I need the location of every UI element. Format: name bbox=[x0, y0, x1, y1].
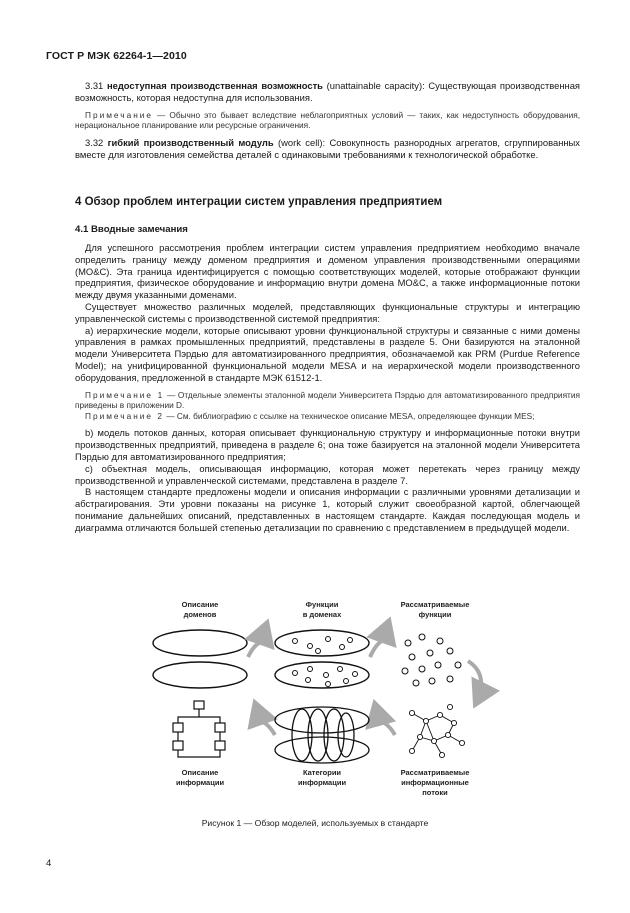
label-categories-line1: Категории bbox=[302, 768, 342, 777]
domains-ellipses bbox=[153, 630, 247, 688]
note-label: Примечание 2 bbox=[85, 410, 164, 421]
paragraph: с) объектная модель, описывающая информацию, которая может перетекать через границу между производственной и управленческой системами, представлена в разделе 7. bbox=[75, 462, 580, 486]
note-label: Примечание 1 bbox=[85, 389, 165, 400]
definition-term: недоступная производственная возможность bbox=[106, 80, 323, 91]
note-3-31 bbox=[75, 110, 580, 131]
considered-functions-circles bbox=[402, 634, 461, 686]
label-functions-line1: Функции bbox=[305, 600, 339, 609]
definitions-block bbox=[75, 80, 580, 160]
functions-ellipses bbox=[275, 630, 369, 688]
definition-term: гибкий производственный модуль bbox=[107, 136, 274, 148]
definition-number: 3.31 bbox=[85, 80, 107, 91]
label-flows-line1: Рассматриваемые bbox=[400, 768, 470, 777]
label-considered-line1: Рассматриваемые bbox=[400, 600, 470, 609]
section-heading: 4 Обзор проблем интеграции систем управления предприятием bbox=[75, 196, 443, 208]
label-categories-line2: информации bbox=[297, 778, 347, 787]
definition-number: 3.32 bbox=[85, 136, 108, 148]
figure-caption: Рисунок 1 — Обзор моделей, используемых в стандарте bbox=[201, 818, 429, 828]
label-domains-line1: Описание bbox=[181, 600, 219, 609]
page-number: 4 bbox=[46, 858, 52, 869]
definition-text: (unattainable capacity): Существующая производственная возможность, которая недоступна для использования. bbox=[75, 80, 580, 103]
note-2 bbox=[75, 411, 580, 422]
label-considered-line2: функции bbox=[418, 610, 452, 619]
subsection-heading: 4.1 Вводные замечания bbox=[75, 224, 188, 235]
note-text: — Обычно это бывает вследствие неблагоприятных условий — таких, как недоступность оборудования, нерациональное планирование или ресурсные ограничения. bbox=[75, 109, 580, 131]
label-domains-line2: доменов bbox=[183, 610, 217, 619]
note-label: Примечание bbox=[85, 109, 154, 120]
label-info-desc-line1: Описание bbox=[181, 768, 219, 777]
paragraph: Существует множество различных моделей, представляющих функциональные структуры и интеграцию управленческой системы с производственной системой предприятия: bbox=[75, 300, 580, 324]
paragraph: Для успешного рассмотрения проблем интеграции систем управления предприятием необходимо вначале определить границу между доменом предприятия и доменом управления производственными операциями (МО&С). Эта граница идентифицируется с помощью соответствующих моделей, которые отображают функции предприятия, физическое оборудование и информацию внутри домена МО&С, а также информационные потоки между двумя указанными доменами. bbox=[75, 242, 580, 301]
label-info-desc-line2: информации bbox=[175, 778, 225, 787]
label-flows-line3: потоки bbox=[422, 788, 448, 797]
note-1 bbox=[75, 390, 580, 411]
label-flows-line2: информационные bbox=[401, 778, 469, 787]
paragraph: а) иерархические модели, которые описывают уровни функциональной структуры и связанные с ними домены управления в рамках промышленных предприятий, представлены в разделе 5. Они базируются на эталонной модели Университета Пэрдью для автоматизированного предприятия, обозначаемой как PRM (Purdue Reference Model); на унифицированной функциональной модели MESA и на иерархической модели производственного оборудования, предложенной в стандарте МЭК 61512-1. bbox=[75, 324, 580, 383]
definition-3-32 bbox=[75, 137, 580, 161]
information-categories-ellipses bbox=[275, 707, 369, 763]
note-text: — Отдельные элементы эталонной модели Университета Пэрдью для автоматизированного предприятия приведены в приложении D. bbox=[75, 389, 580, 411]
information-flows-network bbox=[409, 704, 464, 757]
paragraph: b) модель потоков данных, которая описывает функциональную структуру и информационные потоки внутри производственных предприятий, приведена в разделе 6; она тоже базируется на эталонной модели Университета Пэрдью для автоматизированного предприятия; bbox=[75, 427, 580, 462]
document-header: ГОСТ Р МЭК 62264-1—2010 bbox=[46, 50, 187, 62]
paragraph: В настоящем стандарте предложены модели и описания информации с различными уровнями детализации и абстрагирования. Эти уровни показаны на рисунке 1, который служит своеобразной картой, облегчающей понимание дальнейших описаний, представленных в настоящем стандарте. Каждая последующая модель и диаграмма отличаются большей степенью детализации по сравнению с представлением в предыдущей модели. bbox=[75, 486, 580, 533]
figure-1-diagram bbox=[150, 595, 500, 810]
definition-3-31 bbox=[75, 80, 580, 104]
definition-text: (work cell): Совокупность разнородных агрегатов, сгруппированных вместе для изготовления семейства деталей с одинаковыми требованиями к технологической обработке. bbox=[75, 136, 580, 160]
main-text bbox=[75, 242, 580, 534]
flow-arrows bbox=[248, 640, 481, 735]
note-text: — См. библиографию с ссылке на техническое описание MESA, определяющее функции MES; bbox=[163, 410, 535, 421]
information-block-diagram bbox=[173, 701, 225, 757]
label-functions-line2: в доменах bbox=[302, 610, 342, 619]
